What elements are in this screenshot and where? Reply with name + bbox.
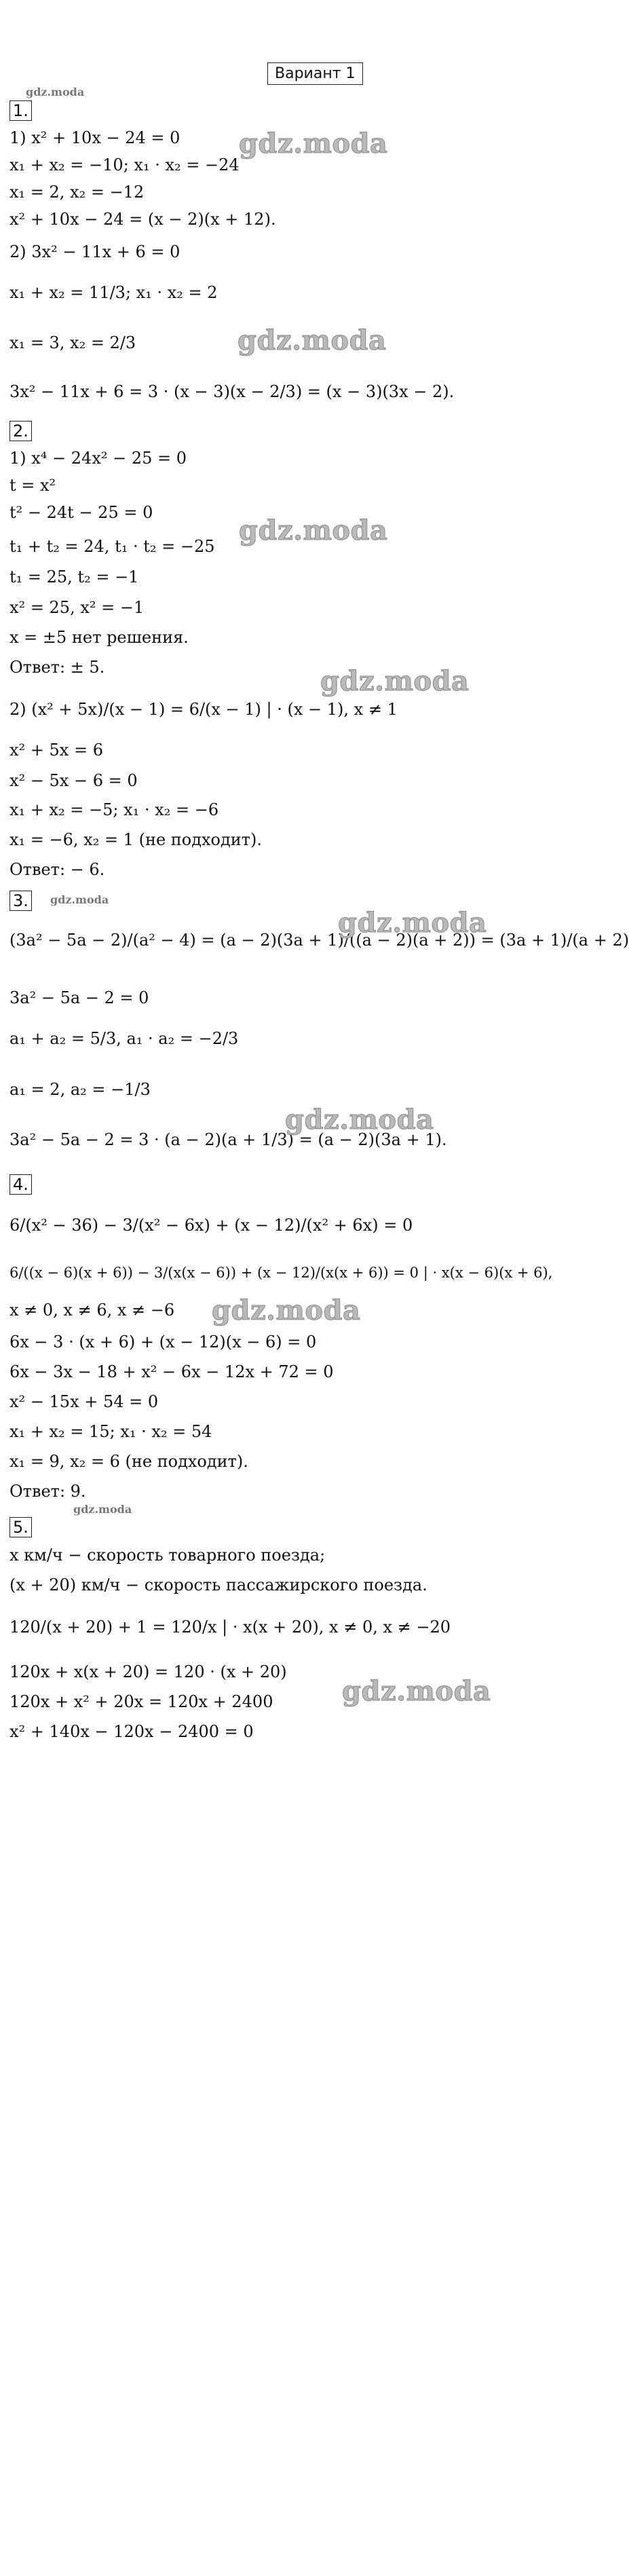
task-3-line-text: (3a² − 5a − 2)/(a² − 4) = (a − 2)(3a + 1)/((a − 2)(a + 2)) = (3a + 1)/(a + 2) bbox=[9, 931, 629, 950]
watermark: gdz.moda bbox=[320, 665, 470, 697]
task-3-line: 3a² − 5a − 2 = 0 bbox=[9, 988, 149, 1007]
task-3-line bbox=[9, 930, 629, 950]
watermark: gdz.moda bbox=[285, 1104, 434, 1136]
task-4-line: 6/((x − 6)(x + 6)) − 3/(x(x − 6)) + (x − 12)/(x(x + 6)) = 0 | · x(x − 6)(x + 6), bbox=[9, 1265, 553, 1281]
task-2-line: 1) x⁴ − 24x² − 25 = 0 bbox=[9, 449, 187, 468]
task-1-line: x₁ + x₂ = −10; x₁ · x₂ = −24 bbox=[9, 155, 240, 174]
task-4-line: x₁ + x₂ = 15; x₁ · x₂ = 54 bbox=[9, 1422, 212, 1441]
task-5-line: 120x + x² + 20x = 120x + 2400 bbox=[9, 1692, 273, 1711]
task-4-number: 4. bbox=[9, 1174, 32, 1195]
task-1-line: 2) 3x² − 11x + 6 = 0 bbox=[9, 242, 180, 261]
task-3-line: a₁ = 2, a₂ = −1/3 bbox=[9, 1080, 151, 1099]
task-1-line: x₁ = 2, x₂ = −12 bbox=[9, 183, 145, 202]
task-1-number: 1. bbox=[9, 100, 32, 121]
task-4-line: Ответ: 9. bbox=[9, 1482, 86, 1501]
task-2-line: x² = 25, x² = −1 bbox=[9, 598, 145, 617]
task-2-line: x² + 5x = 6 bbox=[9, 741, 103, 760]
task-2-number: 2. bbox=[9, 421, 32, 441]
task-2-line: x₁ + x₂ = −5; x₁ · x₂ = −6 bbox=[9, 800, 219, 819]
task-5-number: 5. bbox=[9, 1517, 32, 1537]
task-2-line: Ответ: − 6. bbox=[9, 860, 105, 879]
task-3-line: 3a² − 5a − 2 = 3 · (a − 2)(a + 1/3) = (a − 2)(3a + 1). bbox=[9, 1130, 447, 1149]
task-5-line: x км/ч − скорость товарного поезда; bbox=[9, 1546, 326, 1565]
small-watermark: gdz.moda bbox=[26, 86, 85, 98]
task-2-line: t₁ + t₂ = 24, t₁ · t₂ = −25 bbox=[9, 537, 215, 556]
small-watermark: gdz.moda bbox=[50, 893, 109, 906]
task-2-line: 2) (x² + 5x)/(x − 1) = 6/(x − 1) | · (x − 1), x ≠ 1 bbox=[9, 700, 398, 719]
task-3-line: a₁ + a₂ = 5/3, a₁ · a₂ = −2/3 bbox=[9, 1029, 239, 1048]
watermark: gdz.moda bbox=[212, 1294, 361, 1326]
small-watermark: gdz.moda bbox=[73, 1503, 132, 1516]
task-2-line: x₁ = −6, x₂ = 1 (не подходит). bbox=[9, 830, 263, 849]
task-3-number: 3. bbox=[9, 891, 32, 911]
task-2-line: t₁ = 25, t₂ = −1 bbox=[9, 567, 139, 586]
variant-label: Вариант 1 bbox=[267, 62, 363, 85]
task-4-line: x₁ = 9, x₂ = 6 (не подходит). bbox=[9, 1452, 248, 1471]
task-4-line: x² − 15x + 54 = 0 bbox=[9, 1392, 159, 1411]
watermark: gdz.moda bbox=[338, 907, 487, 939]
task-2-line: t = x² bbox=[9, 476, 56, 495]
watermark: gdz.moda bbox=[239, 128, 388, 160]
task-2-line: x² − 5x − 6 = 0 bbox=[9, 771, 138, 790]
task-5-line: 120x + x(x + 20) = 120 · (x + 20) bbox=[9, 1662, 287, 1681]
task-1-line: x² + 10x − 24 = (x − 2)(x + 12). bbox=[9, 210, 276, 229]
task-5-line: x² + 140x − 120x − 2400 = 0 bbox=[9, 1722, 254, 1741]
watermark: gdz.moda bbox=[237, 324, 387, 356]
watermark: gdz.moda bbox=[342, 1675, 491, 1707]
task-4-line: 6x − 3 · (x + 6) + (x − 12)(x − 6) = 0 bbox=[9, 1332, 317, 1351]
task-1-line: x₁ + x₂ = 11/3; x₁ · x₂ = 2 bbox=[9, 283, 218, 302]
task-5-line: 120/(x + 20) + 1 = 120/x | · x(x + 20), x ≠ 0, x ≠ −20 bbox=[9, 1618, 451, 1637]
task-2-line: t² − 24t − 25 = 0 bbox=[9, 503, 153, 522]
task-4-line: 6x − 3x − 18 + x² − 6x − 12x + 72 = 0 bbox=[9, 1362, 334, 1381]
task-4-line: 6/(x² − 36) − 3/(x² − 6x) + (x − 12)/(x² + 6x) = 0 bbox=[9, 1216, 413, 1235]
task-1-line: 3x² − 11x + 6 = 3 · (x − 3)(x − 2/3) = (x − 3)(3x − 2). bbox=[9, 382, 455, 401]
task-1-line: 1) x² + 10x − 24 = 0 bbox=[9, 128, 180, 147]
watermark: gdz.moda bbox=[239, 515, 388, 546]
task-2-line: Ответ: ± 5. bbox=[9, 658, 105, 677]
task-2-line: x = ±5 нет решения. bbox=[9, 628, 189, 647]
task-1-line: x₁ = 3, x₂ = 2/3 bbox=[9, 333, 136, 352]
task-5-line: (x + 20) км/ч − скорость пассажирского поезда. bbox=[9, 1575, 427, 1594]
task-4-line: x ≠ 0, x ≠ 6, x ≠ −6 bbox=[9, 1301, 175, 1320]
